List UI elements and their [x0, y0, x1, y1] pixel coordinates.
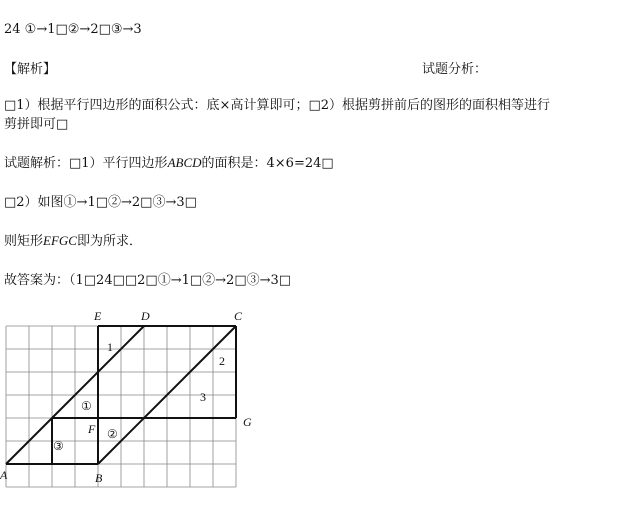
label-G: G	[243, 415, 252, 429]
parallelogram-name: ABCD	[167, 155, 202, 170]
solution-part3-suffix: 即为所求．	[76, 234, 142, 249]
label-A: A	[0, 468, 8, 482]
analysis-title: 【解析】	[4, 62, 57, 77]
piece-circle-3: ③	[53, 439, 64, 453]
label-F: F	[88, 422, 96, 436]
point-labels	[0, 309, 252, 485]
solution-part1	[4, 154, 334, 173]
piece-circle-1: ①	[81, 399, 92, 413]
solution-part1-suffix: 的面积是：4×6=24□	[201, 156, 334, 171]
label-D: D	[141, 309, 150, 323]
solution-part3-prefix: 则矩形	[4, 234, 44, 249]
piece-number-2: 2	[219, 354, 225, 368]
rectangle-name: EFGC	[43, 233, 77, 248]
analysis-paragraph-line2: 剪拼即可□	[4, 117, 69, 132]
geometry-figure	[0, 306, 270, 506]
piece-labels	[53, 340, 225, 453]
label-C: C	[234, 309, 243, 323]
answer-line: 故答案为：（1□24□□2□①→1□②→2□③→3□	[4, 273, 292, 288]
analysis-hint: 试题分析：	[422, 62, 488, 77]
solution-part1-prefix: 试题解析：□1）平行四边形	[4, 156, 168, 171]
header-line: 24 ①→1□②→2□③→3	[4, 22, 142, 37]
solution-part3	[4, 232, 142, 251]
solution-part2: □2）如图①→1□②→2□③→3□	[4, 195, 197, 210]
piece-number-1: 1	[107, 340, 113, 354]
piece-circle-2: ②	[107, 427, 118, 441]
label-E: E	[94, 309, 102, 323]
label-B: B	[95, 471, 103, 485]
analysis-paragraph-line1: □1）根据平行四边形的面积公式：底×高计算即可；□2）根据剪拼前后的图形的面积相等进行	[4, 98, 551, 113]
piece-number-3: 3	[200, 390, 206, 404]
